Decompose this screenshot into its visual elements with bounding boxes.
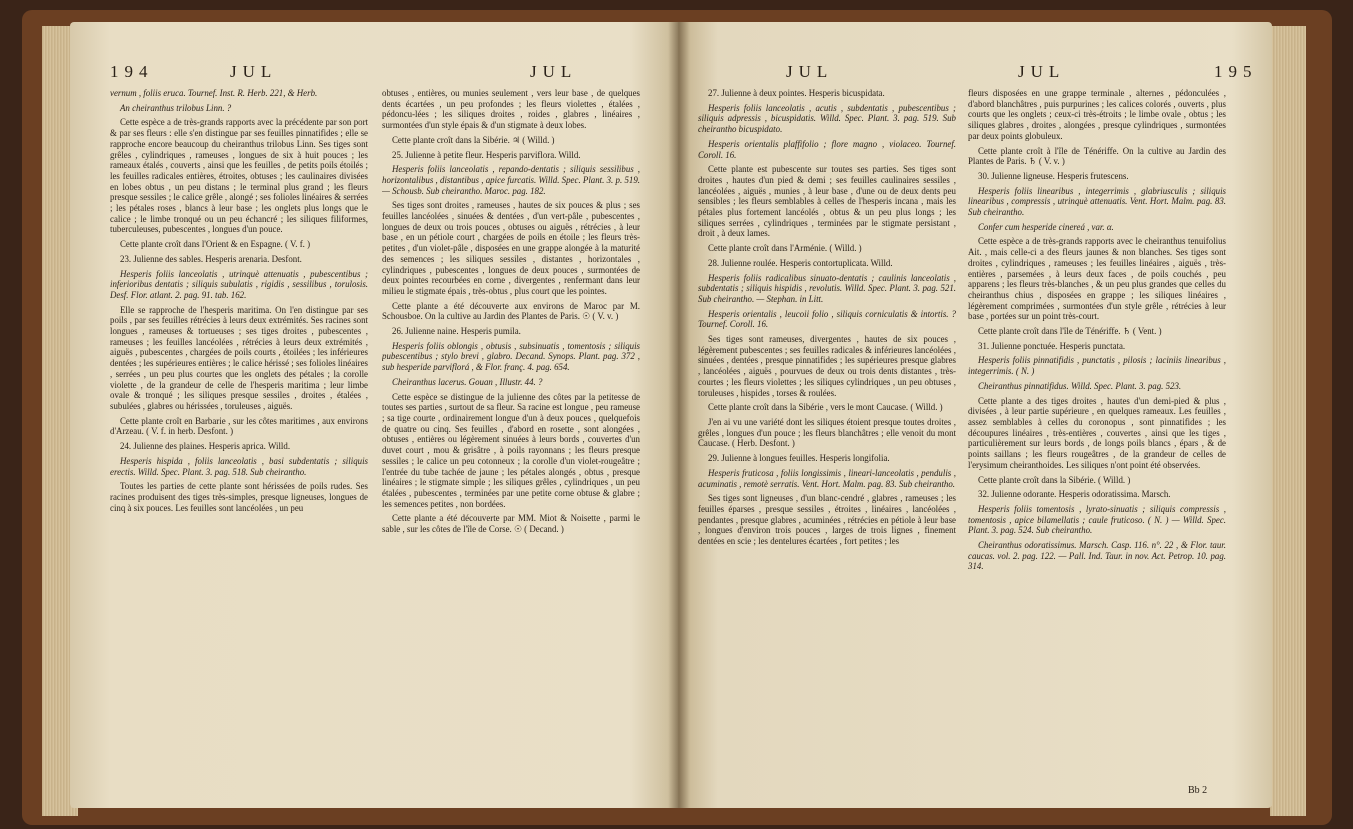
paragraph: Elle se rapproche de l'hesperis maritima. On l'en distingue par ses poils , par ses feuilles rétrécies à leurs deux extrémités. Ses racines sont longues , rameuses & tortueuses ; ses tiges droites , pubescentes , rameuses ; les feuilles lancéolées , rétrécies à leurs deux extrémités , aiguës , pubescentes , chargées de poils courts , étoilées ; les inférieures dentées ; les supérieures entières ; le calice hérissé ; ses folioles linéaires , serrées , un peu plus courtes que les onglets des pétales ; la corolle violette , de la grandeur de celle de l'hesperis maritima ; leur limbe ovale & tronqué ; les siliques presque sessiles , droites , étalées , subulées , glabres ou hérissées , toruleuses , aiguës. xyxy=(110,304,368,411)
paragraph: Ses tiges sont ligneuses , d'un blanc-cendré , glabres , rameuses ; les feuilles éparses , presque sessiles , étroites , linéaires , lancéolées , pendantes , presque glabres , acuminées , rétrécies en pétiole à leur base , longues d'environ trois pouces , larges de trois lignes , finement dentées en scie ; les dentelures écartées , fort petites ; les xyxy=(698,493,956,547)
paragraph: Hesperis foliis lanceolatis , utrinquè attenuatis , pubescentibus ; inferioribus dentatis ; siliquis subulatis , rigidis , sessilibus , torulosis. Desf. Flor. atlant. 2. pag. 91. tab. 162. xyxy=(110,268,368,300)
right-page xyxy=(678,22,1272,808)
paragraph: Ses tiges sont droites , rameuses , hautes de six pouces & plus ; ses feuilles lancéolées , sinuées & dentées , d'un vert-pâle , pubescentes , longues de deux ou trois pouces , obtuses ou aiguës , rétrécies , à leur base , en un pétiole court , chargées de poils en étoile ; les fleurs très-petites , d'un violet-pâle , disposées en une grappe alongée à la maturité des semences ; les siliques sessiles , distantes , horizontales , cylindriques , pubescentes , longues de deux pouces , surmontées de deux pointes recourbées en corne , divergentes , renfermant dans leur milieu le stigmate épais , très-obtus , plus court que les pointes. xyxy=(382,200,640,296)
page-edges-right xyxy=(1270,26,1306,816)
paragraph: 25. Julienne à petite fleur. Hesperis parviflora. Willd. xyxy=(392,149,581,160)
paragraph: obtuses , entières, ou munies seulement , vers leur base , de quelques dents écartées , un peu profondes ; les fleurs violettes , étalées , pédoncu-lées ; les siliques droites , roides , glabres , linéaires , surmontées d'un style épais & d'un stigmate à deux lobes. xyxy=(382,88,640,131)
paragraph: Cheiranthus odoratissimus. Marsch. Casp. 116. n°. 22 , & Flor. taur. caucas. vol. 2. pag. 122. — Pall. Ind. Taur. in nov. Act. Petrop. 10. pag. 314. xyxy=(968,540,1226,572)
paragraph: Cette espèce se distingue de la julienne des côtes par la petitesse de toutes ses parties , surtout de sa fleur. Sa racine est longue , peu rameuse ; sa tige courte , ordinairement longue d'un à deux pouces , quelquefois de quatre ou cinq. Ses feuilles , d'abord en rosette , sont alongées , obtuses , entières ou légèrement sinuées à leurs bords , couvertes d'un duvet court , mou & grisâtre , à poils rayonnans ; les fleurs presque sessiles ; le calice un peu cotonneux ; la corolle d'un violet-rougeâtre ; l'entrée du tube tachée de jaune ; les pétales alongés , obtus , presque linéaires ; le stigmate simple ; les siliques grêles , cylindriques , un peu étalées , pubescentes , terminées par une petite corne obtuse & glabre ; les semences petites , non bordées. xyxy=(382,391,640,509)
paragraph: Cette plante a des tiges droites , hautes d'un demi-pied & plus , divisées , à leur partie supérieure , en quelques rameaux. Les feuilles , assez semblables à celles du coronopus , sont pinnatifides ; les découpures linéaires , très-entières , couvertes , ainsi que les tiges , particulièrement sur leurs bords , de longs poils blancs , épars , & de points saillans ; les fleurs rougeâtres , de la grandeur de celles de l'erysimum cheiranthoides. Les siliques n'ont point été observées. xyxy=(968,395,1226,470)
paragraph: Confer cum hesperide cinereá , var. α. xyxy=(978,221,1114,232)
paragraph: Hesperis orientalis plaffifolio ; flore magno , violaceo. Tournef. Coroll. 16. xyxy=(698,138,956,160)
paragraph: Cette plante croît à l'île de Ténériffe. On la cultive au Jardin des Plantes de Paris. ♄ ( V. v. ) xyxy=(968,145,1226,167)
paragraph: Cette espèce a de très-grands rapports avec la précédente par son port & par ses fleurs : elle s'en distingue par ses feuilles pinnatifides ; elle se rapproche encore beaucoup du cheiranthus trilobus Linn. Ses tiges sont grêles , cylindriques , rameuses , longues de six à huit pouces ; les rameaux étalés , couverts , ainsi que les feuilles , de petits poils étoilés ; les feuilles radicales entières, étroites, obtuses ; les caulinaires divisées en lobes obtus , un peu distans ; le terminal plus grand ; les fleurs presque sessiles ; le calice grêle , alongé ; ses folioles linéaires & serrées ; les pétales roses , blancs à leur base ; les onglets plus longs que le calice ; le limbe tronqué ou un peu échancré ; les siliques filiformes, tuberculeuses, pubescentes , longues d'un pouce. xyxy=(110,117,368,235)
paragraph: Hesperis fruticosa , foliis longissimis , lineari-lanceolatis , pendulis , acuminatis , remotè serratis. Vent. Hort. Malm. pag. 83. Sub cheirantho. xyxy=(698,467,956,489)
paragraph: Cette plante croît dans la Sibérie. ( Willd. ) xyxy=(978,474,1131,485)
paragraph: Cheiranthus lacerus. Gouan , Illustr. 44. ? xyxy=(392,376,543,387)
paragraph: 27. Julienne à deux pointes. Hesperis bicuspidata. xyxy=(708,88,885,98)
paragraph: 29. Julienne à longues feuilles. Hesperis longifolia. xyxy=(708,453,890,464)
paragraph: Cette plante croît dans l'Arménie. ( Willd. ) xyxy=(708,243,862,254)
paragraph: Ses tiges sont rameuses, divergentes , hautes de six pouces , légèrement pubescentes ; ses feuilles radicales & inférieures lancéolées , sinuées , dentées , presque pinnatifides ; les supérieures presque glabres , lancéolées , aiguës , pourvues de deux ou trois dents distantes , très-courtes ; les fleurs violettes ; les siliques cylindriques , un peu obtuses , toruleuses , hispides , torses & roulées. xyxy=(698,334,956,398)
paragraph: Hesperis foliis pinnatifidis , punctatis , pilosis ; laciniis linearibus , integerrimis. ( N. ) xyxy=(968,355,1226,377)
paragraph: Hesperis foliis linearibus , integerrimis , glabriusculis ; siliquis linearibus , compressis , utrinquè attenuatis. Vent. Hort. Malm. pag. 83. Sub cheirantho. xyxy=(968,185,1226,218)
signature-mark: Bb 2 xyxy=(1188,785,1208,796)
paragraph: Hesperis foliis lanceolatis , repando-dentatis ; siliquis sessilibus , horizontalibus , distantibus , apice furcatis. Willd. Spec. Plant. 3. p. 519. — Schousb. Sub cheirantho. Maroc. pag. 182. xyxy=(382,164,640,196)
paragraph: 26. Julienne naine. Hesperis pumila. xyxy=(392,326,521,337)
paragraph: Cette plante croît dans la Sibérie. ♃ ( Willd. ) xyxy=(392,134,555,145)
page-number: 195 xyxy=(1214,62,1258,81)
paragraph: Hesperis foliis tomentosis , lyrato-sinuatis ; siliquis compressis , tomentosis , apice bilamellatis ; caule fruticoso. ( N. ) — Willd. Spec. Plant. 3. pag. 524. Sub cheirantho. xyxy=(968,503,1226,536)
paragraph: Cette espèce a de très-grands rapports avec le cheiranthus tenuifolius Ait. , mais celle-ci a des fleurs jaunes & non blanches. Ses tiges sont droites , cylindriques , rameuses ; les feuilles linéaires , aiguës , très-entières , parsemées , à leurs deux faces , de poils couchés , peu apparens ; les fleurs très-blanches , & un peu plus grandes que celles du cheiranthus chius , disposées en grappe ; les siliques linéaires , légèrement comprimées , surmontées d'un style grêle , rétrécies à leur base , portées sur un point très-court. xyxy=(968,236,1226,322)
right-page-column-2 xyxy=(968,88,1226,800)
paragraph: 28. Julienne roulée. Hesperis contortuplicata. Willd. xyxy=(708,257,893,268)
paragraph: Toutes les parties de cette plante sont hérissées de poils rudes. Ses racines produisent des tiges très-simples, presque ligneuses, longues de cinq à six pouces. Les feuilles sont lancéolées , un peu xyxy=(110,481,368,513)
paragraph: fleurs disposées en une grappe terminale , alternes , pédonculées , d'abord blanchâtres , puis purpurines ; les calices colorés , ouverts , plus courts que les onglets ; ceux-ci très-étroits ; le limbe ovale , obtus ; les siliques glabres , droites , alongées , presque cylindriques , surmontées par deux points globuleux. xyxy=(968,88,1226,141)
paragraph: Cette plante croît dans l'Orient & en Espagne. ( V. f. ) xyxy=(120,239,311,250)
paragraph: 32. Julienne odorante. Hesperis odoratissima. Marsch. xyxy=(978,489,1171,500)
paragraph: vernum , foliis eruca. Tournef. Inst. R. Herb. 221, & Herb. xyxy=(110,88,318,98)
paragraph: Cette plante a été découverte aux environs de Maroc par M. Schousboe. On la cultive au Jardin des Plantes de Paris. ☉ ( V. v. ) xyxy=(382,300,640,322)
left-page-header xyxy=(70,62,678,84)
left-page xyxy=(70,22,678,808)
paragraph: Hesperis hispida , foliis lanceolatis , basi subdentatis ; siliquis erectis. Willd. Spec. Plant. 3. pag. 518. Sub cheirantho. xyxy=(110,455,368,477)
paragraph: Hesperis foliis radicalibus sinuato-dentatis ; caulinis lanceolatis , subdentatis ; siliquis hispidis , revolutis. Willd. Spec. Plant. 3. pag. 521. Sub cheirantho. — Stephan. in Litt. xyxy=(698,272,956,304)
page-number: 194 xyxy=(110,62,154,81)
paragraph: Cette plante a été découverte par MM. Miot & Noisette , parmi le sable , sur les côtes de l'île de Corse. ☉ ( Decand. ) xyxy=(382,513,640,535)
paragraph: Hesperis orientalis , leucoii folio , siliquis corniculatis & intortis. ? Tournef. Coroll. 16. xyxy=(698,308,956,330)
paragraph: Cette plante croît en Barbarie , sur les côtes maritimes , aux environs d'Arzeau. ( V. f. in herb. Desfont. ) xyxy=(110,415,368,437)
book-gutter xyxy=(668,22,690,808)
running-head: JUL xyxy=(530,62,578,81)
paragraph: 31. Julienne ponctuée. Hesperis punctata. xyxy=(978,340,1126,351)
paragraph: Cette plante croît dans la Sibérie , vers le mont Caucase. ( Willd. ) xyxy=(708,402,943,413)
paragraph: Cheiranthus pinnatifidus. Willd. Spec. Plant. 3. pag. 523. xyxy=(978,380,1182,391)
left-page-column-2 xyxy=(382,88,640,800)
paragraph: 24. Julienne des plaines. Hesperis aprica. Willd. xyxy=(120,441,291,452)
left-page-column-1 xyxy=(110,88,368,800)
paragraph: J'en ai vu une variété dont les siliques étoient presque toutes droites , grêles , longues d'un pouce ; les fleurs blanchâtres ; elle venoit du mont Caucase. ( Herb. Desfont. ) xyxy=(698,416,956,449)
paragraph: Cette plante est pubescente sur toutes ses parties. Ses tiges sont droites , hautes d'un pied & demi ; ses feuilles caulinaires sessiles , lancéolées , aiguës , munies , à leur base , d'une ou de deux dents peu sensibles ; les fleurs semblables à celles de l'hesperis incana , mais les pétales plus fortement lancéolés , obtus & un peu plus longs ; les siliques serrées , cylindriques , terminées par le stigmate persistant , droit , à deux lames. xyxy=(698,164,956,239)
running-head: JUL xyxy=(230,62,278,81)
paragraph: 30. Julienne ligneuse. Hesperis frutescens. xyxy=(978,170,1129,181)
paragraph: An cheiranthus trilobus Linn. ? xyxy=(120,102,232,113)
right-page-column-1 xyxy=(698,88,956,800)
paragraph: Cette plante croît dans l'île de Ténériffe. ♄ ( Vent. ) xyxy=(978,326,1162,337)
running-head: JUL xyxy=(1018,62,1066,81)
paragraph: Hesperis foliis lanceolatis , acutis , subdentatis , pubescentibus ; siliquis adpressis , bicuspidatis. Willd. Spec. Plant. 3. pag. 519. Sub cheirantho bicuspidato. xyxy=(698,102,956,135)
right-page-header xyxy=(678,62,1272,84)
paragraph: Hesperis foliis oblongis , obtusis , subsinuatis , tomentosis ; siliquis pubescentibus ; stylo brevi , glabro. Decand. Synops. Plant. pag. 372 , sub hesperide parviflorá , & Flor. franç. 4. pag. 654. xyxy=(382,340,640,373)
paragraph: 23. Julienne des sables. Hesperis arenaria. Desfont. xyxy=(120,253,302,264)
running-head: JUL xyxy=(786,62,834,81)
